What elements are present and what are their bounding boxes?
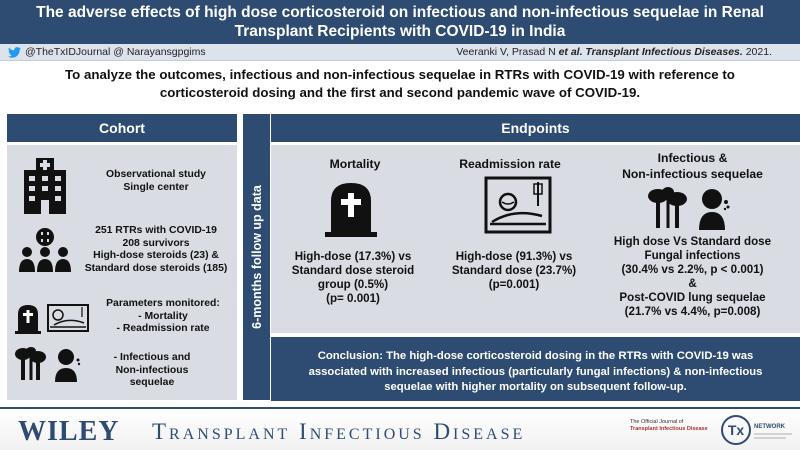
- cohort-header: Cohort: [7, 114, 237, 142]
- endpoints-header: Endpoints: [271, 114, 800, 142]
- official-line-2: Transplant Infectious Disease: [630, 426, 708, 432]
- citation-year: 2021.: [742, 46, 772, 58]
- follow-up-text: 6-months follow up data: [249, 185, 264, 329]
- coughing-person-icon: [53, 348, 81, 382]
- title-banner: [0, 0, 800, 44]
- logo-letters: Tx: [727, 422, 745, 438]
- study-line-2: Single center: [123, 181, 189, 193]
- mortality-line-1: High-dose (17.3%) vs: [294, 250, 412, 263]
- params-line-2: - Mortality: [138, 310, 188, 322]
- follow-up-bar: [243, 114, 270, 400]
- pop-line-3: High-dose steroids (23) &: [93, 250, 219, 261]
- inf-line-1: - Infectious and: [113, 352, 191, 363]
- title-line-1: The adverse effects of high dose corticosteroid on infectious and non-infectious sequelae in Renal: [36, 4, 764, 21]
- sequelae-title: [605, 150, 780, 182]
- citation: [456, 44, 772, 61]
- readmission-result: [447, 250, 581, 292]
- mushroom-icon: [14, 346, 48, 382]
- mortality-result: [283, 250, 423, 306]
- official-journal-text: [630, 419, 720, 433]
- pop-line-1: 251 RTRs with COVID-19: [95, 225, 217, 236]
- footer: [0, 407, 800, 450]
- sequelae-result: [600, 235, 785, 319]
- conclusion-line-1: Conclusion: The high-dose corticosteroid dosing in the RTRs with COVID-19 was: [317, 350, 754, 362]
- parameters-text: [93, 298, 233, 336]
- objective-text: [0, 66, 800, 108]
- inf-line-2: Non-infectious: [115, 364, 189, 376]
- sequelae-title-line-1: Infectious &: [657, 151, 728, 165]
- mortality-line-3: group (0.5%): [317, 278, 389, 291]
- study-line-1: Observational study: [106, 169, 206, 180]
- mortality-line-4: (p= 0.001): [326, 292, 380, 305]
- citation-etal: et al: [558, 46, 580, 58]
- journal-name: Transplant Infectious Disease: [152, 419, 526, 444]
- objective-line-1: To analyze the outcomes, infectious and non-infectious sequelae in RTRs with COVID-19 with reference to: [65, 67, 735, 82]
- sequelae-line-6: (21.7% vs 4.4%, p=0.008): [624, 305, 761, 318]
- pop-line-2: 208 survivors: [122, 237, 190, 249]
- mushroom-icon: [648, 186, 688, 230]
- sequelae-line-1: High dose Vs Standard dose: [613, 235, 772, 248]
- gravestone-icon: [325, 181, 377, 237]
- official-line-1: The Official Journal of: [630, 419, 684, 425]
- objective-line-2: corticosteroid dosing and the first and second pandemic wave of COVID-19.: [159, 85, 641, 100]
- study-design-text: [95, 169, 217, 194]
- people-group-icon: [18, 228, 72, 272]
- sequelae-title-line-2: Non-infectious sequelae: [622, 167, 763, 181]
- params-line-3: - Readmission rate: [116, 323, 210, 334]
- citation-journal: . Transplant Infectious Diseases.: [579, 46, 743, 58]
- readmission-title: Readmission rate: [459, 157, 561, 171]
- readmission-line-3: (p=0.001): [488, 278, 540, 291]
- conclusion-box: [271, 337, 800, 401]
- conclusion-line-3: sequelae with higher mortality on subsequent follow-up.: [384, 381, 687, 393]
- readmission-line-2: Standard dose (23.7%): [451, 264, 577, 277]
- hospital-icon: [22, 156, 68, 214]
- citation-authors: Veeranki V, Prasad N: [456, 46, 559, 58]
- social-handles: [8, 44, 206, 61]
- sequelae-line-2: Fungal infections: [644, 249, 741, 262]
- logo-tagline: NETWORK: [754, 424, 785, 430]
- title-line-2: Transplant Recipients with COVID-19 in India: [234, 23, 566, 40]
- gravestone-icon: [15, 304, 41, 334]
- params-line-1: Parameters monitored:: [106, 298, 220, 309]
- sequelae-line-3: (30.4% vs 2.2%, p < 0.001): [621, 263, 764, 276]
- mortality-line-2: Standard dose steroid: [291, 264, 415, 277]
- population-text: [77, 225, 235, 275]
- mortality-title: Mortality: [329, 157, 381, 171]
- conclusion-line-2: associated with increased infectious (particularly fungal infections) & non-infectious: [308, 365, 763, 378]
- wiley-logo: WILEY: [18, 416, 120, 447]
- hospital-bed-icon: [484, 176, 552, 234]
- sequelae-line-5: Post-COVID lung sequelae: [619, 291, 766, 304]
- coughing-person-icon: [697, 188, 731, 230]
- meta-bar: [0, 44, 800, 61]
- sequelae-line-4: &: [688, 277, 697, 290]
- handles-text: @TheTxIDJournal @ Narayansgpgims: [25, 46, 206, 58]
- sequelae-param-text: [96, 352, 208, 390]
- twitter-icon: [8, 47, 21, 58]
- pop-line-4: Standard dose steroids (185): [84, 262, 228, 274]
- tx-network-logo: [720, 414, 794, 447]
- readmission-line-1: High-dose (91.3%) vs: [455, 250, 573, 263]
- hospital-bed-icon: [46, 303, 90, 333]
- inf-line-3: sequelae: [129, 377, 175, 388]
